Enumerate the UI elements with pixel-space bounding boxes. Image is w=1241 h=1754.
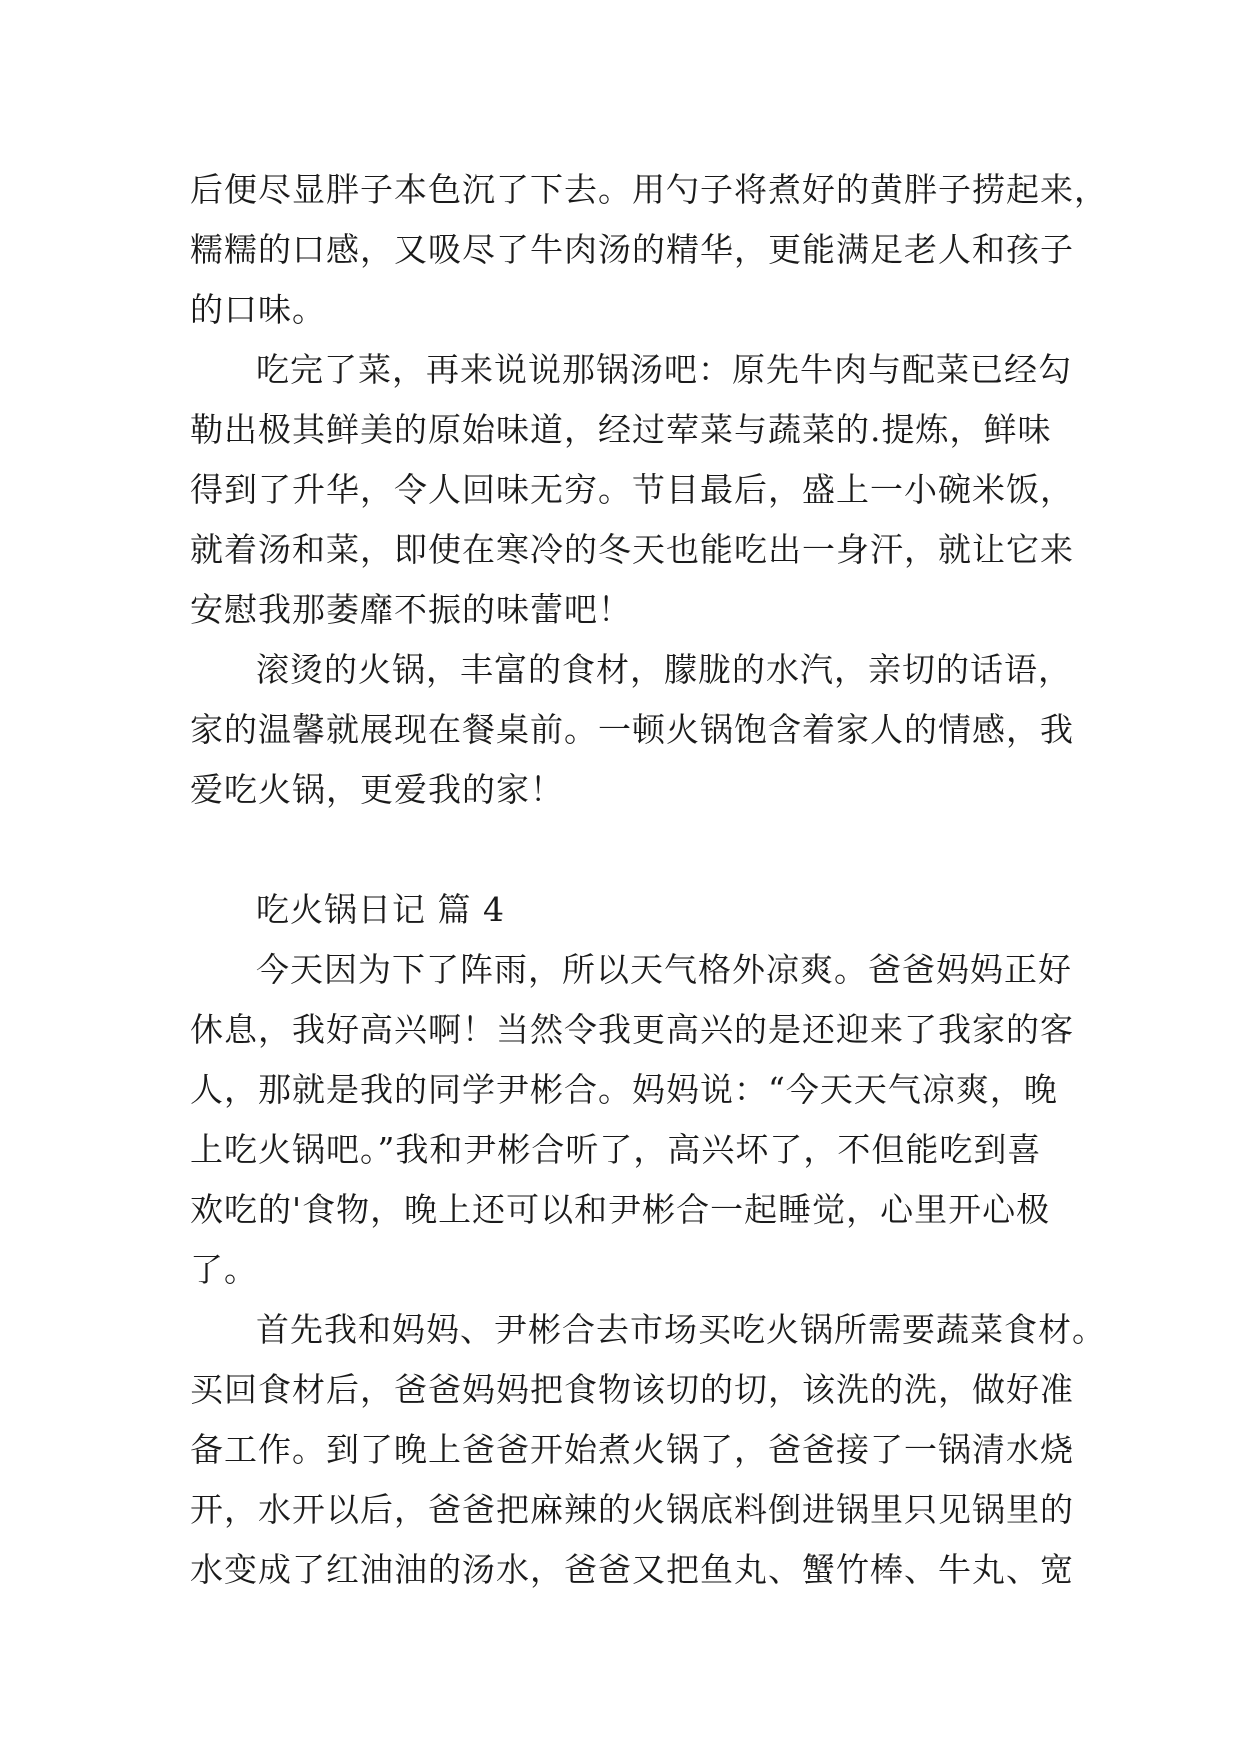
paragraph-line: 今天因为下了阵雨，所以天气格外凉爽。爸爸妈妈正好 bbox=[256, 950, 1072, 989]
paragraph-line: 安慰我那萎靡不振的味蕾吧！ bbox=[190, 590, 632, 629]
paragraph-line: 欢吃的'食物，晚上还可以和尹彬合一起睡觉，心里开心极 bbox=[190, 1190, 1051, 1229]
paragraph-line: 开，水开以后，爸爸把麻辣的火锅底料倒进锅里只见锅里的 bbox=[190, 1490, 1074, 1529]
paragraph-line: 糯糯的口感，又吸尽了牛肉汤的精华，更能满足老人和孩子 bbox=[190, 230, 1074, 269]
paragraph-line: 爱吃火锅，更爱我的家！ bbox=[190, 770, 564, 809]
paragraph-line: 买回食材后，爸爸妈妈把食物该切的切，该洗的洗，做好准 bbox=[190, 1370, 1074, 1409]
paragraph-line: 休息，我好高兴啊！当然令我更高兴的是还迎来了我家的客 bbox=[190, 1010, 1074, 1049]
paragraph-line: 吃完了菜，再来说说那锅汤吧：原先牛肉与配菜已经勾 bbox=[256, 350, 1072, 389]
paragraph-line: 的口味。 bbox=[190, 290, 326, 329]
paragraph-line: 后便尽显胖子本色沉了下去。用勺子将煮好的黄胖子捞起来， bbox=[190, 170, 1108, 209]
paragraph-line: 了。 bbox=[190, 1250, 258, 1289]
paragraph-line: 人，那就是我的同学尹彬合。妈妈说：“今天天气凉爽，晚 bbox=[190, 1070, 1058, 1109]
paragraph-line: 备工作。到了晚上爸爸开始煮火锅了，爸爸接了一锅清水烧 bbox=[190, 1430, 1074, 1469]
paragraph-line: 勒出极其鲜美的原始味道，经过荤菜与蔬菜的.提炼，鲜味 bbox=[190, 410, 1052, 449]
section-heading: 吃火锅日记 篇 4 bbox=[256, 890, 505, 929]
paragraph-line: 水变成了红油油的汤水，爸爸又把鱼丸、蟹竹棒、牛丸、宽 bbox=[190, 1550, 1074, 1589]
paragraph-line: 得到了升华，令人回味无穷。节目最后，盛上一小碗米饭， bbox=[190, 470, 1074, 509]
paragraph-line: 首先我和妈妈、尹彬合去市场买吃火锅所需要蔬菜食材。 bbox=[256, 1310, 1106, 1349]
paragraph-line: 上吃火锅吧。”我和尹彬合听了，高兴坏了，不但能吃到喜 bbox=[190, 1130, 1042, 1169]
paragraph-line: 滚烫的火锅，丰富的食材，朦胧的水汽，亲切的话语， bbox=[256, 650, 1072, 689]
paragraph-line: 家的温馨就展现在餐桌前。一顿火锅饱含着家人的情感，我 bbox=[190, 710, 1074, 749]
paragraph-line: 就着汤和菜，即使在寒冷的冬天也能吃出一身汗，就让它来 bbox=[190, 530, 1074, 569]
